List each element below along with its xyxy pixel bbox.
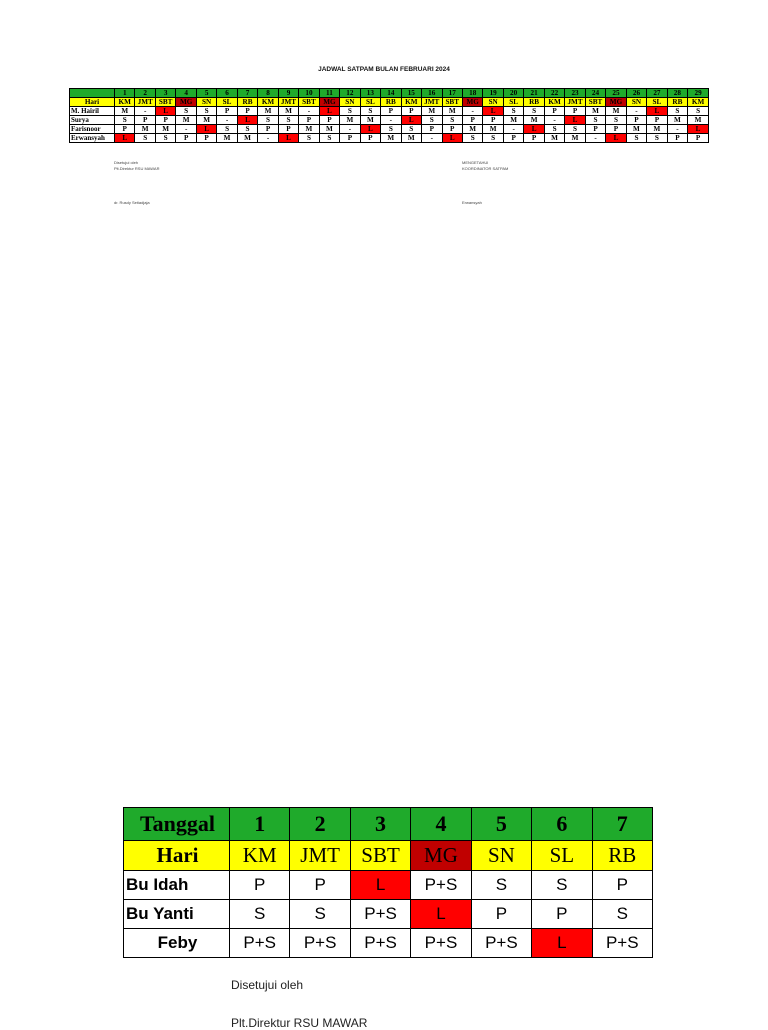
big-shift-cell: L: [532, 929, 592, 958]
big-shift-cell: P: [230, 871, 290, 900]
big-shift-cell: P+S: [471, 929, 531, 958]
small-shift-cell: L: [360, 125, 380, 134]
small-shift-cell: L: [155, 107, 175, 116]
big-shift-cell: S: [290, 900, 350, 929]
small-date-cell: 13: [360, 89, 380, 98]
small-shift-cell: P: [565, 107, 585, 116]
small-shift-cell: L: [401, 116, 421, 125]
small-shift-cell: S: [196, 107, 216, 116]
small-shift-cell: -: [422, 134, 442, 143]
small-shift-cell: P: [196, 134, 216, 143]
small-shift-cell: S: [299, 134, 319, 143]
small-shift-cell: P: [503, 134, 523, 143]
small-person-row: [70, 125, 709, 134]
small-date-cell: 11: [319, 89, 339, 98]
big-date-cell: 4: [411, 808, 471, 841]
small-day-cell: SL: [360, 98, 380, 107]
big-date-cell: 7: [592, 808, 652, 841]
small-day-cell: SBT: [155, 98, 175, 107]
big-shift-cell: P+S: [350, 929, 410, 958]
small-shift-cell: P: [217, 107, 237, 116]
small-date-cell: 6: [217, 89, 237, 98]
small-date-cell: 28: [667, 89, 687, 98]
small-day-cell: KM: [401, 98, 421, 107]
big-day-header: Hari: [124, 841, 230, 871]
small-shift-cell: M: [462, 125, 482, 134]
big-person-name: Bu Idah: [124, 871, 230, 900]
left-signatory-name: dr. Rusdy Setiadjaja: [114, 200, 150, 205]
big-shift-cell: L: [411, 900, 471, 929]
big-shift-cell: P+S: [350, 900, 410, 929]
small-day-cell: SL: [647, 98, 667, 107]
small-day-cell: JMT: [135, 98, 155, 107]
big-date-cell: 2: [290, 808, 350, 841]
small-shift-cell: P: [299, 116, 319, 125]
bottom-director-text: Plt.Direktur RSU MAWAR: [231, 1016, 368, 1030]
small-shift-cell: M: [237, 134, 257, 143]
small-shift-cell: S: [340, 107, 360, 116]
small-shift-cell: P: [422, 125, 442, 134]
small-shift-cell: -: [258, 134, 278, 143]
big-person-row: [124, 871, 653, 900]
big-shift-cell: P+S: [290, 929, 350, 958]
big-day-cell: SN: [471, 841, 531, 871]
small-day-cell: MG: [176, 98, 196, 107]
small-date-cell: 1: [115, 89, 135, 98]
small-shift-cell: S: [319, 134, 339, 143]
small-shift-cell: M: [299, 125, 319, 134]
small-day-cell: SBT: [585, 98, 605, 107]
right-approval-line1: MENGETAHUI: [462, 160, 489, 165]
small-day-cell: SL: [217, 98, 237, 107]
small-shift-cell: P: [237, 107, 257, 116]
small-shift-cell: M: [565, 134, 585, 143]
small-date-cell: 5: [196, 89, 216, 98]
small-day-cell: SN: [196, 98, 216, 107]
small-shift-cell: S: [606, 116, 626, 125]
small-shift-cell: M: [381, 134, 401, 143]
small-shift-cell: P: [360, 134, 380, 143]
big-person-name: Bu Yanti: [124, 900, 230, 929]
small-person-name: Farisnoor: [70, 125, 115, 134]
small-day-cell: MG: [462, 98, 482, 107]
small-shift-cell: P: [626, 116, 646, 125]
small-shift-cell: S: [360, 107, 380, 116]
small-date-cell: 12: [340, 89, 360, 98]
big-person-name: Feby: [124, 929, 230, 958]
small-shift-cell: S: [667, 107, 687, 116]
small-shift-cell: L: [524, 125, 544, 134]
small-person-row: [70, 116, 709, 125]
small-shift-cell: S: [647, 134, 667, 143]
small-shift-cell: M: [544, 134, 564, 143]
small-shift-cell: -: [217, 116, 237, 125]
small-shift-cell: -: [544, 116, 564, 125]
small-date-cell: 23: [565, 89, 585, 98]
small-day-cell: SBT: [442, 98, 462, 107]
small-shift-cell: P: [401, 107, 421, 116]
small-day-cell: SN: [626, 98, 646, 107]
small-shift-cell: P: [155, 116, 175, 125]
right-approval: [462, 160, 508, 172]
small-date-cell: 3: [155, 89, 175, 98]
small-shift-cell: S: [401, 125, 421, 134]
small-shift-cell: S: [688, 107, 709, 116]
small-shift-cell: S: [155, 134, 175, 143]
small-shift-cell: S: [422, 116, 442, 125]
small-day-row: [70, 98, 709, 107]
small-shift-cell: L: [606, 134, 626, 143]
small-date-cell: 27: [647, 89, 667, 98]
big-day-cell: RB: [592, 841, 652, 871]
small-shift-cell: M: [688, 116, 709, 125]
small-shift-cell: S: [258, 116, 278, 125]
small-date-cell: 21: [524, 89, 544, 98]
small-date-cell: 25: [606, 89, 626, 98]
small-shift-cell: M: [340, 116, 360, 125]
small-shift-cell: M: [401, 134, 421, 143]
big-day-cell: JMT: [290, 841, 350, 871]
big-day-cell: KM: [230, 841, 290, 871]
small-shift-cell: M: [585, 107, 605, 116]
small-shift-cell: P: [483, 116, 503, 125]
left-approval-line1: Disetujui oleh: [114, 160, 139, 165]
big-date-cell: 3: [350, 808, 410, 841]
small-shift-cell: S: [381, 125, 401, 134]
small-shift-cell: P: [176, 134, 196, 143]
small-shift-cell: -: [299, 107, 319, 116]
small-date-cell: 15: [401, 89, 421, 98]
small-day-cell: JMT: [278, 98, 298, 107]
small-shift-cell: S: [442, 116, 462, 125]
small-shift-cell: P: [115, 125, 135, 134]
small-day-header: Hari: [70, 98, 115, 107]
small-date-cell: 14: [381, 89, 401, 98]
small-shift-cell: S: [524, 107, 544, 116]
small-shift-cell: -: [667, 125, 687, 134]
small-day-cell: KM: [688, 98, 709, 107]
small-shift-cell: M: [278, 107, 298, 116]
small-shift-cell: L: [483, 107, 503, 116]
small-shift-cell: M: [319, 125, 339, 134]
small-date-header: [70, 89, 115, 98]
small-date-cell: 19: [483, 89, 503, 98]
small-shift-cell: P: [258, 125, 278, 134]
small-date-cell: 2: [135, 89, 155, 98]
small-person-name: M. Hairil: [70, 107, 115, 116]
small-shift-cell: M: [667, 116, 687, 125]
big-date-header: Tanggal: [124, 808, 230, 841]
small-person-row: [70, 107, 709, 116]
small-shift-cell: S: [217, 125, 237, 134]
big-shift-cell: S: [230, 900, 290, 929]
small-date-cell: 29: [688, 89, 709, 98]
small-date-cell: 22: [544, 89, 564, 98]
small-date-cell: 7: [237, 89, 257, 98]
big-schedule-table: [123, 807, 653, 958]
small-shift-cell: P: [319, 116, 339, 125]
big-shift-cell: P+S: [411, 871, 471, 900]
small-day-cell: MG: [319, 98, 339, 107]
small-day-cell: RB: [524, 98, 544, 107]
small-date-cell: 20: [503, 89, 523, 98]
small-day-cell: JMT: [565, 98, 585, 107]
small-shift-cell: P: [278, 125, 298, 134]
small-shift-cell: L: [319, 107, 339, 116]
small-shift-cell: S: [503, 107, 523, 116]
small-day-cell: JMT: [422, 98, 442, 107]
small-shift-cell: S: [544, 125, 564, 134]
small-shift-cell: -: [503, 125, 523, 134]
small-day-cell: KM: [544, 98, 564, 107]
small-shift-cell: P: [688, 134, 709, 143]
big-day-row: [124, 841, 653, 871]
small-date-cell: 18: [462, 89, 482, 98]
small-shift-cell: -: [340, 125, 360, 134]
small-shift-cell: M: [258, 107, 278, 116]
small-shift-cell: M: [135, 125, 155, 134]
small-shift-cell: S: [585, 116, 605, 125]
small-shift-cell: -: [381, 116, 401, 125]
small-shift-cell: M: [626, 125, 646, 134]
big-shift-cell: P+S: [411, 929, 471, 958]
small-shift-cell: P: [667, 134, 687, 143]
small-shift-cell: P: [544, 107, 564, 116]
small-shift-cell: M: [483, 125, 503, 134]
small-person-row: [70, 134, 709, 143]
big-shift-cell: S: [532, 871, 592, 900]
small-shift-cell: -: [462, 107, 482, 116]
left-approval: [114, 160, 159, 172]
big-shift-cell: P+S: [592, 929, 652, 958]
big-date-cell: 1: [230, 808, 290, 841]
small-shift-cell: L: [688, 125, 709, 134]
big-shift-cell: S: [471, 871, 531, 900]
bottom-approved-text: Disetujui oleh: [231, 978, 304, 992]
big-shift-cell: P: [592, 871, 652, 900]
small-day-cell: RB: [237, 98, 257, 107]
small-shift-cell: -: [135, 107, 155, 116]
small-day-cell: MG: [606, 98, 626, 107]
big-person-row: [124, 929, 653, 958]
big-shift-cell: P: [471, 900, 531, 929]
small-shift-cell: -: [626, 107, 646, 116]
small-shift-cell: -: [176, 125, 196, 134]
small-date-cell: 26: [626, 89, 646, 98]
small-shift-cell: L: [237, 116, 257, 125]
small-schedule-table: [69, 88, 709, 143]
small-shift-cell: M: [115, 107, 135, 116]
small-date-cell: 4: [176, 89, 196, 98]
small-shift-cell: P: [381, 107, 401, 116]
small-shift-cell: P: [606, 125, 626, 134]
small-day-cell: RB: [667, 98, 687, 107]
small-shift-cell: S: [278, 116, 298, 125]
small-day-cell: KM: [115, 98, 135, 107]
big-date-cell: 6: [532, 808, 592, 841]
small-shift-cell: M: [176, 116, 196, 125]
small-shift-cell: L: [196, 125, 216, 134]
small-person-name: Erwansyah: [70, 134, 115, 143]
small-date-cell: 24: [585, 89, 605, 98]
small-shift-cell: S: [626, 134, 646, 143]
small-shift-cell: M: [422, 107, 442, 116]
small-shift-cell: L: [442, 134, 462, 143]
small-shift-cell: L: [565, 116, 585, 125]
small-shift-cell: S: [176, 107, 196, 116]
small-shift-cell: M: [155, 125, 175, 134]
left-approval-line2: Plt.Direktur RSU MAWAR: [114, 166, 160, 171]
small-shift-cell: L: [647, 107, 667, 116]
big-shift-cell: P+S: [230, 929, 290, 958]
small-day-cell: SL: [503, 98, 523, 107]
small-shift-cell: L: [115, 134, 135, 143]
big-shift-cell: S: [592, 900, 652, 929]
big-date-row: [124, 808, 653, 841]
small-shift-cell: M: [647, 125, 667, 134]
big-date-cell: 5: [471, 808, 531, 841]
small-date-cell: 9: [278, 89, 298, 98]
small-shift-cell: M: [524, 116, 544, 125]
small-shift-cell: S: [237, 125, 257, 134]
small-day-cell: SN: [340, 98, 360, 107]
small-shift-cell: M: [442, 107, 462, 116]
big-shift-cell: P: [532, 900, 592, 929]
small-shift-cell: M: [606, 107, 626, 116]
small-day-cell: SN: [483, 98, 503, 107]
small-date-cell: 8: [258, 89, 278, 98]
small-shift-cell: P: [524, 134, 544, 143]
big-day-cell: SBT: [350, 841, 410, 871]
small-shift-cell: -: [585, 134, 605, 143]
small-shift-cell: P: [647, 116, 667, 125]
small-shift-cell: S: [483, 134, 503, 143]
small-day-cell: KM: [258, 98, 278, 107]
small-shift-cell: L: [278, 134, 298, 143]
small-date-row: [70, 89, 709, 98]
small-shift-cell: P: [462, 116, 482, 125]
small-shift-cell: M: [217, 134, 237, 143]
big-shift-cell: P: [290, 871, 350, 900]
small-shift-cell: P: [340, 134, 360, 143]
small-shift-cell: S: [115, 116, 135, 125]
small-date-cell: 16: [422, 89, 442, 98]
big-day-cell: MG: [411, 841, 471, 871]
right-signatory-name: Erwansyah: [462, 200, 482, 205]
small-shift-cell: M: [503, 116, 523, 125]
big-shift-cell: L: [350, 871, 410, 900]
big-day-cell: SL: [532, 841, 592, 871]
small-day-cell: SBT: [299, 98, 319, 107]
small-day-cell: RB: [381, 98, 401, 107]
small-shift-cell: S: [462, 134, 482, 143]
small-shift-cell: M: [360, 116, 380, 125]
right-approval-line2: KOORDINATOR SATPAM: [462, 166, 509, 171]
small-shift-cell: P: [442, 125, 462, 134]
small-date-cell: 10: [299, 89, 319, 98]
page-title: JADWAL SATPAM BULAN FEBRUARI 2024: [318, 66, 450, 73]
small-person-name: Surya: [70, 116, 115, 125]
small-shift-cell: P: [585, 125, 605, 134]
big-person-row: [124, 900, 653, 929]
small-shift-cell: S: [135, 134, 155, 143]
small-shift-cell: M: [196, 116, 216, 125]
small-shift-cell: S: [565, 125, 585, 134]
small-shift-cell: P: [135, 116, 155, 125]
small-date-cell: 17: [442, 89, 462, 98]
